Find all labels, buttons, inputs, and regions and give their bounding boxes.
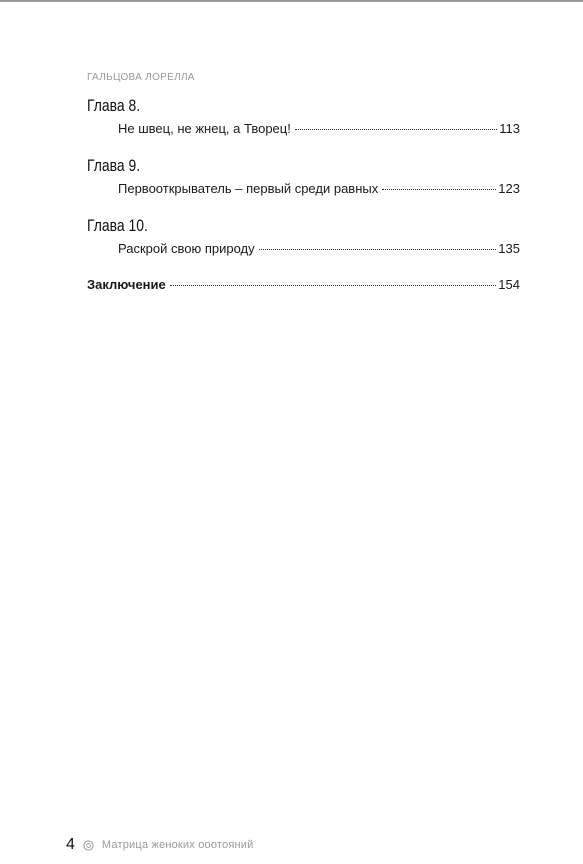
dot-leader xyxy=(170,285,497,286)
toc-entry-title: Заключение xyxy=(87,277,166,292)
toc-chapter-10 xyxy=(87,216,520,258)
chapter-heading: Глава 10. xyxy=(87,216,148,235)
footer-book-title: Матрица женоких ооотояний xyxy=(101,839,254,851)
dot-leader xyxy=(295,129,497,130)
toc-page-number: 123 xyxy=(498,181,520,196)
chapter-heading: Глава 8. xyxy=(87,96,141,115)
toc-page-number: 154 xyxy=(498,277,520,292)
chapter-heading: Глава 9. xyxy=(87,156,141,175)
spiral-ornament-icon xyxy=(83,840,94,851)
toc-chapter-8 xyxy=(87,96,520,138)
dot-leader xyxy=(382,189,496,190)
toc-entry-title: Первооткрыватель – первый среди равных xyxy=(118,181,379,196)
toc-entry[interactable] xyxy=(87,240,520,258)
toc-entry-title: Раскрой свою природу xyxy=(118,241,255,256)
top-border-line xyxy=(0,0,583,2)
toc-entry[interactable] xyxy=(87,120,520,138)
table-of-contents xyxy=(87,96,520,294)
page-footer xyxy=(66,836,254,854)
toc-entry-title: Не швец, не жнец, а Творец! xyxy=(118,121,291,136)
toc-page-number: 135 xyxy=(498,241,520,256)
page-number: 4 xyxy=(66,836,75,853)
toc-page-number: 113 xyxy=(499,121,520,136)
dot-leader xyxy=(259,249,497,250)
running-header: ГАЛЬЦОВА ЛОРЕЛЛА xyxy=(87,72,195,83)
toc-entry[interactable] xyxy=(87,180,520,198)
toc-chapter-9 xyxy=(87,156,520,198)
toc-conclusion-entry[interactable] xyxy=(87,276,520,294)
